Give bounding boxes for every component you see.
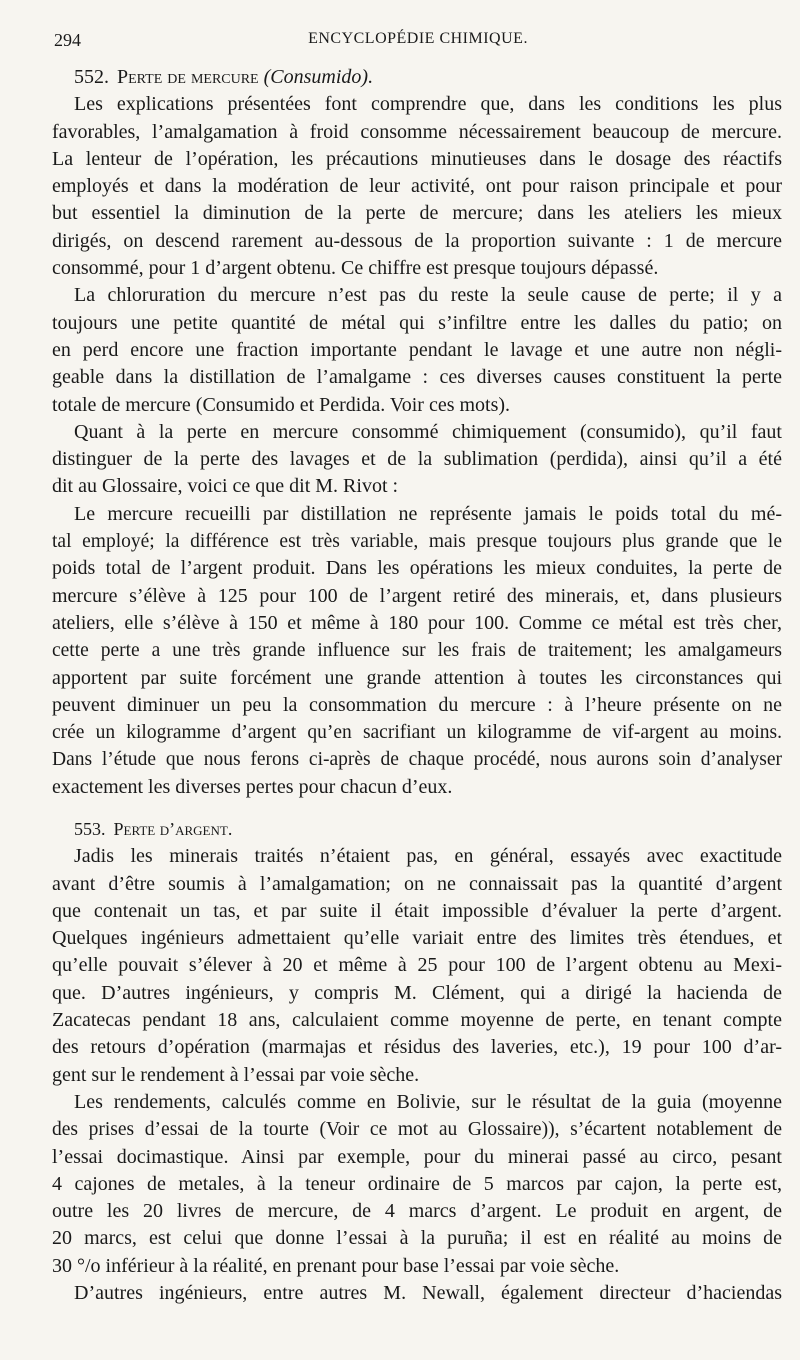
text-line: avant d’être soumis à l’amalgamation; on ne connaissait pas la quantité d’argent [52, 872, 782, 895]
text-line: des prises d’essai de la tourte (Voir ce mot au Glossaire)), s’écartent notablement de [52, 1119, 782, 1141]
text-line: 4 cajones de metales, à la teneur ordinaire de 5 marcos par cajon, la perte est, [52, 1172, 782, 1195]
text-line: Quelques ingénieurs admettaient qu’elle variait entre des limites très étendues, et [52, 927, 782, 950]
text-line: consommé, pour 1 d’argent obtenu. Ce chiffre est presque toujours dépassé. [52, 257, 659, 280]
text-line: Jadis les minerais traités n’étaient pas, en général, essayés avec exactitude [74, 845, 782, 868]
section-553 [52, 816, 782, 1307]
text-line: but essentiel la diminution de la perte de mercure; dans les ateliers les mieux [52, 202, 782, 225]
text-line: 20 marcs, est celui que donne l’essai à la puruña; il est en réalité au moins de [52, 1227, 782, 1250]
text-line: cette perte a une très grande influence sur les frais de traitement; les amalgameurs [52, 640, 782, 662]
section-title-paren: (Consumido). [263, 66, 374, 88]
text-line: employés et dans la modération de leur activité, ont pour raison principale et pour [52, 175, 782, 198]
text-line: crée un kilogramme d’argent qu’en sacrifiant un kilogramme de vif-argent au moins. [52, 722, 782, 744]
text-line: distinguer de la perte des lavages et de la sublimation (perdida), ainsi qu’il a été [52, 448, 782, 471]
page-number: 294 [54, 30, 81, 50]
text-line: Les rendements, calculés comme en Bolivie, sur le résultat de la guia (moyenne [74, 1090, 782, 1113]
text-line: mercure s’élève à 125 pour 100 de l’argent retiré des minerais, et, dans plusieurs [52, 584, 782, 607]
text-line: apportent par suite forcément une grande attention à toutes les circonstances qui [52, 666, 782, 689]
text-line: favorables, l’amalgamation à froid consomme nécessairement beaucoup de mercure. [52, 120, 782, 143]
text-line: Les explications présentées font comprendre que, dans les conditions les plus [74, 93, 782, 116]
text-line: Dans l’étude que nous ferons ci-après de chaque procédé, nous aurons soin d’analyser [52, 749, 782, 771]
text-line: peuvent diminuer un peu la consommation du mercure : à l’heure présente on ne [52, 693, 782, 716]
text-line: gent sur le rendement à l’essai par voie sèche. [52, 1063, 420, 1086]
text-line: tal employé; la différence est très variable, mais presque toujours plus grande que le [52, 531, 782, 553]
text-line: que. D’autres ingénieurs, y compris M. Clément, qui a dirigé la hacienda de [52, 981, 782, 1004]
text-line: ateliers, elle s’élève à 150 et même à 180 pour 100. Comme ce métal est très cher, [52, 611, 782, 634]
text-line: Zacatecas pendant 18 ans, calculaient comme moyenne de perte, en tenant compte [52, 1009, 782, 1032]
text-line: D’autres ingénieurs, entre autres M. Newall, également directeur d’haciendas [74, 1282, 782, 1305]
text-line: dit au Glossaire, voici ce que dit M. Rivot : [52, 475, 399, 498]
text-line: totale de mercure (Consumido et Perdida. Voir ces mots). [52, 393, 511, 416]
text-line: geable dans la distillation de l’amalgame : ces diverses causes constituent la perte [52, 366, 782, 389]
text-line: outre les 20 livres de mercure, de 4 marcs d’argent. Le produit en argent, de [52, 1200, 782, 1223]
text-line: Le mercure recueilli par distillation ne représente jamais le poids total du mé- [74, 502, 782, 525]
text-line: exactement les diverses pertes pour chacun d’eux. [52, 775, 453, 798]
text-line: qu’elle pouvait s’élever à 20 et même à 25 pour 100 de l’argent obtenu au Mexi- [52, 954, 782, 977]
section-number: 553. [74, 819, 106, 839]
section-title: Perte de mercure [117, 66, 259, 88]
text-line: toujours une petite quantité de métal qui s’infiltre entre les dalles du patio; on [52, 311, 782, 334]
text-line: des retours d’opération (marmajas et résidus des laveries, etc.), 19 pour 100 d’ar- [52, 1036, 782, 1059]
text-line: poids total de l’argent produit. Dans les opérations les mieux conduites, la perte de [52, 557, 782, 580]
text-line: dirigés, on descend rarement au-dessous de la proportion suivante : 1 de mercure [52, 229, 782, 252]
text-line: l’essai docimastique. Ainsi par exemple, pour du minerai passé au circo, pesant [52, 1145, 782, 1168]
text-line: en perd encore une fraction importante pendant le lavage et une autre non négli- [52, 338, 782, 361]
text-line: La lenteur de l’opération, les précautions minutieuses dans le dosage des réactifs [52, 147, 782, 170]
section-title: Perte d’argent. [113, 819, 233, 839]
text-line: Quant à la perte en mercure consommé chimiquement (consumido), qu’il faut [74, 420, 782, 443]
section-number: 552. [74, 66, 109, 88]
section-heading-553 [52, 816, 782, 843]
section-552 [52, 64, 782, 801]
text-line: 30 °/o inférieur à la réalité, en prenant pour base l’essai par voie sèche. [52, 1254, 620, 1277]
text-line: que contenait un tas, et par suite il était impossible d’évaluer la perte d’argent. [52, 899, 782, 922]
section-heading-552 [52, 64, 782, 91]
page-header [54, 30, 782, 54]
text-line: La chloruration du mercure n’est pas du reste la seule cause de perte; il y a [74, 284, 782, 307]
running-title: ENCYCLOPÉDIE CHIMIQUE. [308, 30, 528, 47]
